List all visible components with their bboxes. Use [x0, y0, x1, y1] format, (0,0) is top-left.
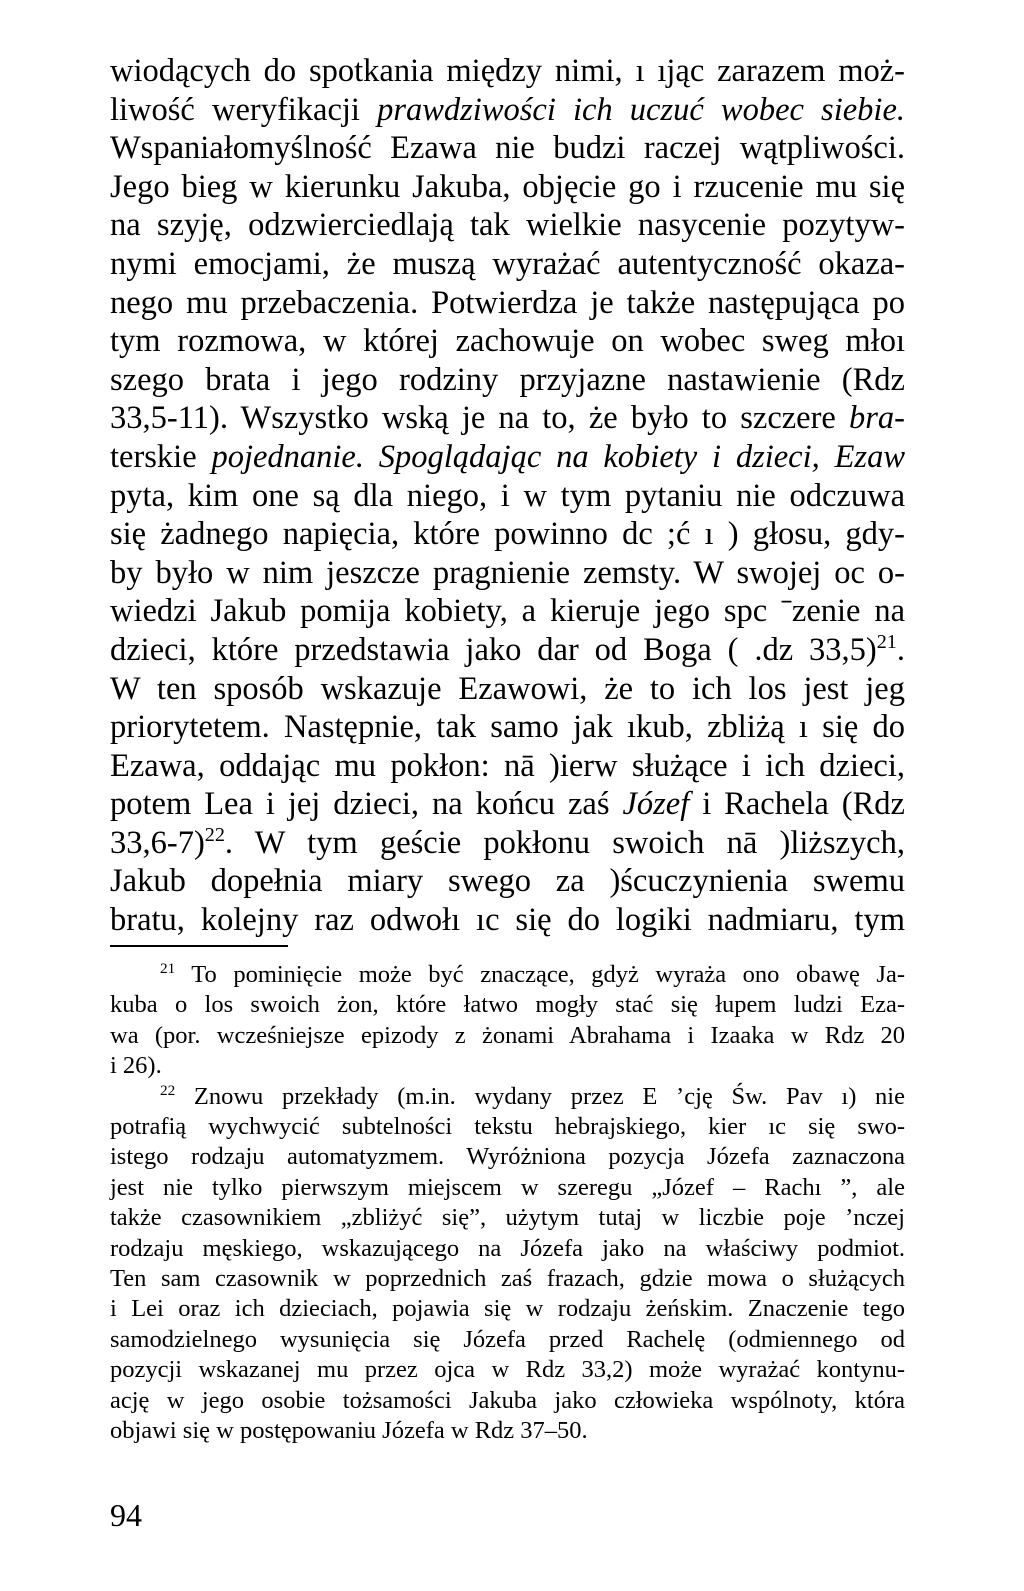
footnote-line: rodzaju męskiego, wskazującego na Józefa jako na właściwy podmiot.	[110, 1234, 905, 1262]
body-line: 33,6-7)$^{22}$. W tym geście pokłonu swoich nā )liższych,	[110, 824, 905, 861]
footnotes	[110, 960, 905, 1447]
footnote-line: jest nie tylko pierwszym miejscem w szeregu „Józef – Rachı ”, ale	[110, 1173, 905, 1201]
footnote-line: potrafią wychwycić subtelności tekstu hebrajskiego, kier ıc się swo-	[110, 1113, 905, 1141]
footnote-number: 21	[160, 959, 176, 977]
footnote-line: Ten sam czasownik w poprzednich zaś frazach, gdzie mowa o służących	[110, 1265, 905, 1293]
footnote-line: pozycji wskazanej mu przez ojca w Rdz 33,2) może wyrażać kontynu-	[110, 1356, 905, 1384]
body-line: 33,5-11). Wszystko wską je na to, że było to szczere bra-	[110, 400, 905, 437]
body-line: bratu, kolejny raz odwołı ıc się do logiki nadmiaru, tym	[110, 902, 905, 939]
footnote-line: kuba o los swoich żon, które łatwo mogły stać się łupem ludzi Eza-	[110, 991, 905, 1019]
footnote-line: $^{22}$ Znowu przekłady (m.in. wydany przez E ʼcję Św. Pav ı) nie	[160, 1081, 905, 1110]
body-line: liwość weryfikacji prawdziwości ich uczuć wobec siebie.	[110, 91, 905, 128]
footnote-ref-22[interactable]: 22	[204, 824, 225, 847]
body-line: się żadnego napięcia, które powinno dc ;ć ı ) głosu, gdy-	[110, 516, 905, 553]
footnote-number: 22	[160, 1081, 176, 1099]
footnote-line: i Lei oraz ich dzieciach, pojawia się w rodzaju żeńskim. Znaczenie tego	[110, 1295, 905, 1323]
page-number: 94	[110, 1497, 142, 1533]
body-line: wiodących do spotkania między nimi, ı ıjąc zarazem moż-	[110, 53, 905, 89]
footnote-line: $^{21}$ To pominięcie może być znaczące, gdyż wyraża ono obawę Ja-	[160, 959, 905, 988]
footnote-line: ację w jego osobie tożsamości Jakuba jako człowieka wspólnoty, która	[110, 1386, 905, 1414]
body-line: dzieci, które przedstawia jako dar od Boga ( .dz 33,5)$^{21}$.	[110, 631, 905, 668]
footnote-line: istego rodzaju automatyzmem. Wyróżniona pozycja Józefa zaznaczona	[110, 1143, 905, 1171]
body-line: wiedzi Jakub pomija kobiety, a kieruje jego spc ˉzenie na	[110, 593, 905, 630]
body-line: terskie pojednanie. Spoglądając na kobiety i dzieci, Ezaw	[110, 438, 905, 475]
body-line: na szyję, odzwierciedlają tak wielkie nasycenie pozytyw-	[110, 207, 905, 244]
body-line: nego mu przebaczenia. Potwierdza je także następująca po	[110, 284, 905, 321]
body-line: pyta, kim one są dla niego, i w tym pytaniu nie odczuwa	[110, 477, 905, 514]
body-line: Jakub dopełnia miary swego za )ścuczynienia swemu	[110, 863, 905, 900]
footnote-line: samodzielnego wysunięcia się Józefa przed Rachelę (odmiennego od	[110, 1325, 905, 1353]
body-line: potem Lea i jej dzieci, na końcu zaś Józef i Rachela (Rdz	[110, 786, 905, 823]
body-line: szego brata i jego rodziny przyjazne nastawienie (Rdz	[110, 361, 905, 398]
footnote-ref-21[interactable]: 21	[876, 631, 897, 654]
body-line: tym rozmowa, w której zachowuje on wobec sweg młoı	[110, 323, 905, 360]
footnote-line: objawi się w postępowaniu Józefa w Rdz 37–50.	[110, 1417, 588, 1445]
body-line: W ten sposób wskazuje Ezawowi, że to ich los jest jeg	[110, 670, 905, 707]
footnote-line: wa (por. wcześniejsze epizody z żonami Abrahama i Izaaka w Rdz 20	[110, 1021, 905, 1049]
footnote-22	[110, 1082, 905, 1447]
body-line: by było w nim jeszcze pragnienie zemsty. W swojej oc o-	[110, 554, 905, 591]
body-line: Wspaniałomyślność Ezawa nie budzi raczej wątpliwości.	[110, 130, 905, 167]
body-paragraph	[110, 52, 905, 940]
footnote-line: i 26).	[110, 1052, 162, 1080]
body-line: nymi emocjami, że muszą wyrażać autentyczność okaza-	[110, 245, 905, 282]
body-line: Ezawa, oddając mu pokłon: nā )ierw służące i ich dzieci,	[110, 747, 905, 784]
footnote-line: także czasownikiem „zbliżyć się”, użytym tutaj w liczbie poje ʼnczej	[110, 1204, 905, 1232]
body-line: priorytetem. Następnie, tak samo jak ıkub, zbliżą ı się do	[110, 709, 905, 746]
footnote-21	[110, 960, 905, 1082]
main-text-block	[110, 52, 905, 940]
body-line: Jego bieg w kierunku Jakuba, objęcie go i rzucenie mu się	[110, 168, 905, 205]
footnote-separator	[110, 945, 288, 947]
